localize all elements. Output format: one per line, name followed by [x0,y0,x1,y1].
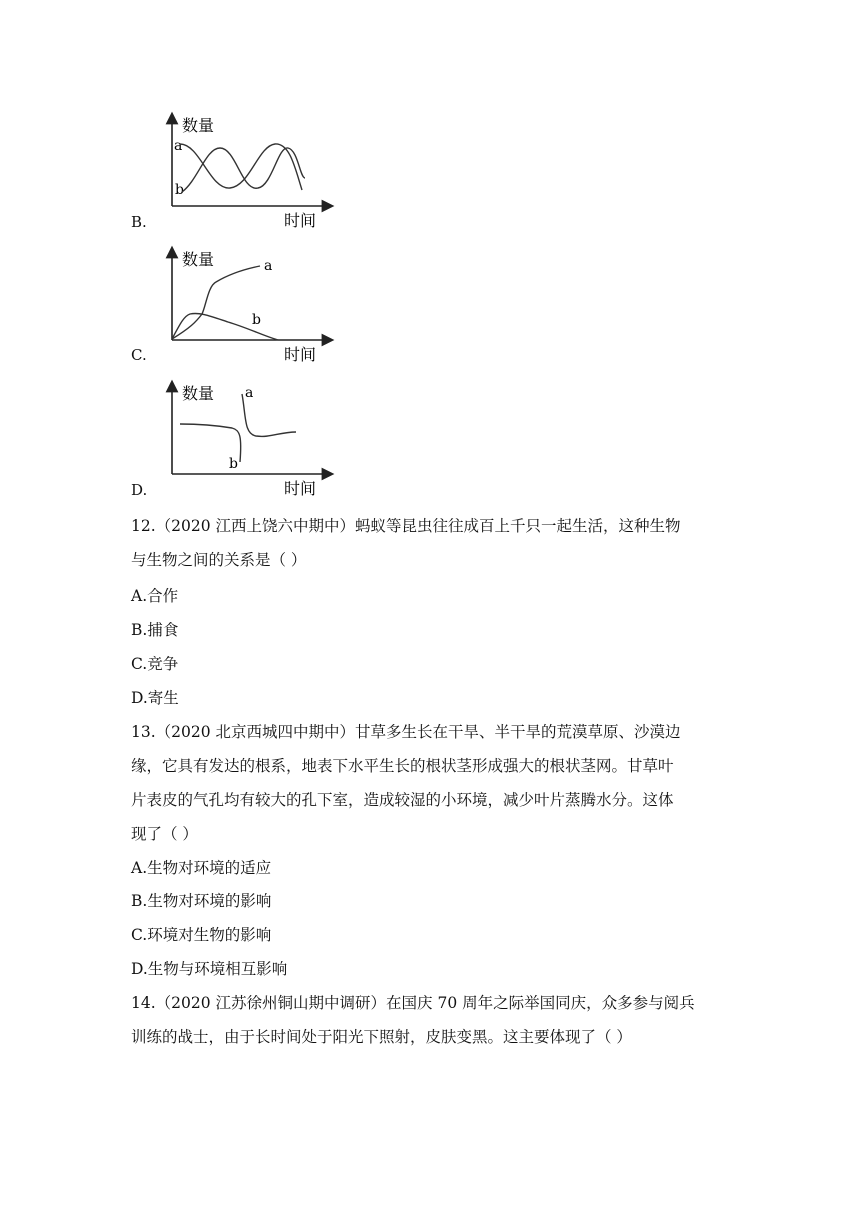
curve-a [180,144,302,190]
y-axis-label: 数量 [182,384,215,403]
q12-stem-line2: 与生物之间的关系是（ ） [131,551,307,569]
series-label-a: a [264,258,273,274]
y-axis-label: 数量 [182,116,215,135]
q14-stem-line1: 14.（2020 江苏徐州铜山期中调研）在国庆 70 周年之际举国同庆，众多参与阅兵 [131,994,695,1012]
series-label-a: a [174,138,183,154]
figure-option-b-label: B. [131,213,147,231]
series-label-b: b [229,456,238,472]
q13-stem-line1: 13.（2020 北京西城四中期中）甘草多生长在干旱、半干旱的荒漠草原、沙漠边 [131,723,681,741]
figure-option-b [160,108,340,230]
q12-stem-line1: 12.（2020 江西上饶六中期中）蚂蚁等昆虫往往成百上千只一起生活，这种生物 [131,517,681,535]
curve-b [182,148,305,192]
series-label-b: b [175,182,184,198]
q13-stem-line3: 片表皮的气孔均有较大的孔下室，造成较湿的小环境，减少叶片蒸腾水分。这体 [131,791,674,809]
figure-option-c-label: C. [131,346,147,364]
series-label-a: a [245,385,254,401]
q13-option-a: A.生物对环境的适应 [131,859,272,877]
series-label-b: b [252,312,261,328]
q13-option-c: C.环境对生物的影响 [131,926,272,944]
y-axis-label: 数量 [182,250,215,269]
q14-stem-line2: 训练的战士，由于长时间处于阳光下照射，皮肤变黑。这主要体现了（ ） [131,1028,632,1046]
q12-option-a: A.合作 [131,587,179,605]
q13-option-b: B.生物对环境的影响 [131,892,272,910]
x-axis-label: 时间 [284,211,317,230]
q12-option-d: D.寄生 [131,689,179,707]
figure-option-d-label: D. [131,481,148,499]
figure-option-d [160,376,340,498]
figure-option-c [160,242,340,364]
q13-stem-line4: 现了（ ） [131,825,198,843]
curve-b [172,313,278,340]
q12-option-c: C.竞争 [131,655,179,673]
x-axis-label: 时间 [284,479,317,498]
x-axis-label: 时间 [284,345,317,364]
q12-option-b: B.捕食 [131,621,179,639]
q13-option-d: D.生物与环境相互影响 [131,960,288,978]
q13-stem-line2: 缘，它具有发达的根系，地表下水平生长的根状茎形成强大的根状茎网。甘草叶 [131,757,674,775]
